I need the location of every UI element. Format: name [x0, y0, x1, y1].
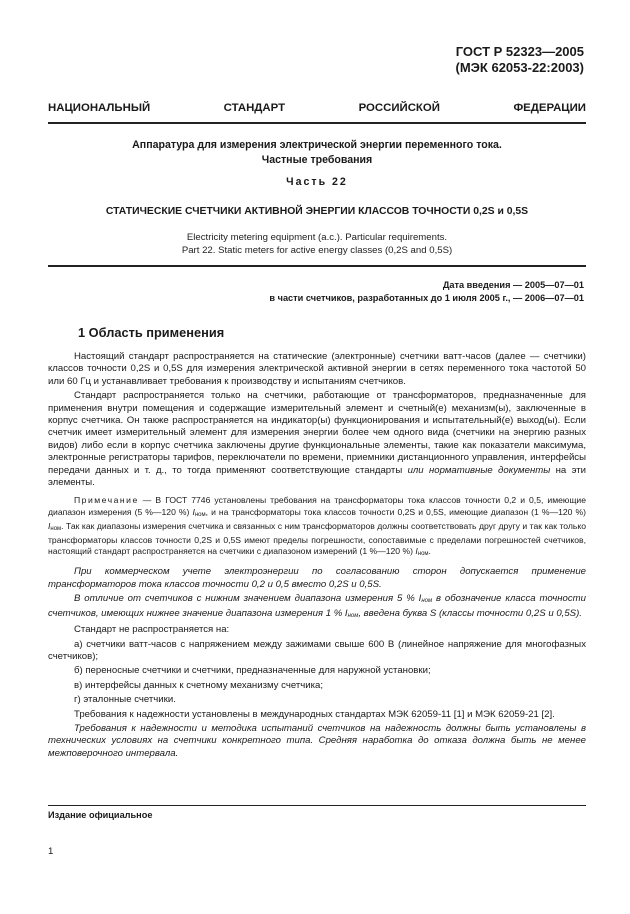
part-number: Часть 22: [286, 176, 348, 188]
note-label: Примечание: [74, 495, 139, 506]
document-subtitle: СТАТИЧЕСКИЕ СЧЕТЧИКИ АКТИВНОЙ ЭНЕРГИИ КЛАССОВ ТОЧНОСТИ 0,2S и 0,5S: [105, 206, 529, 217]
paragraph: Требования к надежности и методика испытаний счетчиков на надежность должны быть установлены в технических условиях на счетчики конкретного типа. Средняя наработка до отказа должна быть не менее межповерочного интервала.: [48, 722, 586, 759]
header-divider: [48, 122, 586, 124]
title-divider: [48, 265, 586, 267]
list-item: в) интерфейсы данных к счетному механизму счетчика;: [74, 679, 323, 691]
section-body: [48, 351, 586, 762]
iec-number: (МЭК 62053-22:2003): [455, 60, 584, 75]
title-line-2: Частные требования: [261, 154, 373, 166]
list-item: а) счетчики ватт-часов с напряжением между зажимами свыше 600 В (линейное напряжение для многофазных счетчиков);: [48, 638, 586, 662]
english-title: [48, 231, 586, 257]
introduction-date-line-1: Дата введения — 2005—07—01: [442, 280, 584, 290]
list-item: г) эталонные счетчики.: [74, 694, 176, 706]
paragraph: Требования к надежности установлены в международных стандартах МЭК 62059-11 [1] и МЭК 62059-21 [2].: [74, 708, 555, 720]
section-title: 1 Область применения: [78, 325, 225, 340]
footer-divider: [48, 805, 586, 806]
official-edition: Издание официальное: [48, 810, 153, 820]
english-title-line-2: Part 22. Static meters for active energy classes (0,2S and 0,5S): [181, 245, 453, 256]
standard-code: [456, 44, 584, 76]
note: Примечание — В ГОСТ 7746 установлены требования на трансформаторы тока классов точности 0,2 и 0,5, имеющие диапазон измерения (5 %—120 %) Iном, и на трансформаторы тока классов точности 0,2S и 0,5S, имеющие диапазон (1 %—120 %) Iном. Так как диапазоны измерения счетчика и связанных с ним трансформаторов должны соответствовать друг другу и так как только трансформаторы классов точности 0,2S и 0,5S имеют пределы погрешности, сопоставимые с пределами погрешностей счетчиков, настоящий стандарт распространяется на счетчики с диапазоном измерений (1 %—120 %) Iном.: [48, 495, 586, 558]
national-standard-banner: НАЦИОНАЛЬНЫЙ СТАНДАРТ РОССИЙСКОЙ ФЕДЕРАЦИИ: [48, 102, 586, 114]
document-title: [48, 138, 586, 168]
introduction-date: [269, 279, 584, 305]
introduction-date-line-2: в части счетчиков, разработанных до 1 июля 2005 г., — 2006—07—01: [269, 293, 584, 303]
paragraph: Стандарт не распространяется на:: [74, 624, 230, 636]
paragraph: В отличие от счетчиков с нижним значением диапазона измерения 5 % Iном в обозначение класса точности счетчиков, имеющих нижнее значение диапазона измерения 1 % Iном, введена буква S (классы точности 0,2S и 0,5S).: [48, 593, 586, 619]
standard-number: ГОСТ Р 52323—2005: [455, 44, 584, 59]
list-item: б) переносные счетчики и счетчики, предназначенные для наружной установки;: [74, 665, 431, 677]
page-number: 1: [48, 846, 54, 857]
paragraph: При коммерческом учете электроэнергии по согласованию сторон допускается применение трансформаторов тока классов точности 0,2 и 0,5 вместо 0,2S и 0,5S.: [48, 566, 586, 590]
english-title-line-1: Electricity metering equipment (a.c.). Particular requirements.: [186, 232, 448, 243]
title-line-1: Аппаратура для измерения электрической энергии переменного тока.: [132, 139, 502, 151]
paragraph: Стандарт распространяется только на счетчики, работающие от трансформаторов, предназначенные для применения внутри помещения и содержащие измерительный элемент и счетный(е) механизм(ы), заключенные в корпус счетчика. Он также распространяется на индикатор(ы) функционирования и испытательный(е) выход(ы). Если счетчик имеет измерительный элемент для измерения энергии более чем одного вида (счетчики на энергию разных видов) либо если в корпус счетчика заключены другие функциональные элементы, такие как показатели максимума, электронные регистраторы тарифов, переключатели по времени, приемники дистанционного управления, интерфейсы передачи данных и т. д., то тогда применяют соответствующие стандарты или нормативные документы на эти элементы.: [48, 390, 587, 489]
paragraph: Настоящий стандарт распространяется на статические (электронные) счетчики ватт-часов (далее — счетчики) классов точности 0,2S и 0,5S для измерения электрической активной энергии в сетях переменного тока частотой 50 или 60 Гц и устанавливает требования к производству и испытаниям счетчиков.: [48, 351, 586, 387]
